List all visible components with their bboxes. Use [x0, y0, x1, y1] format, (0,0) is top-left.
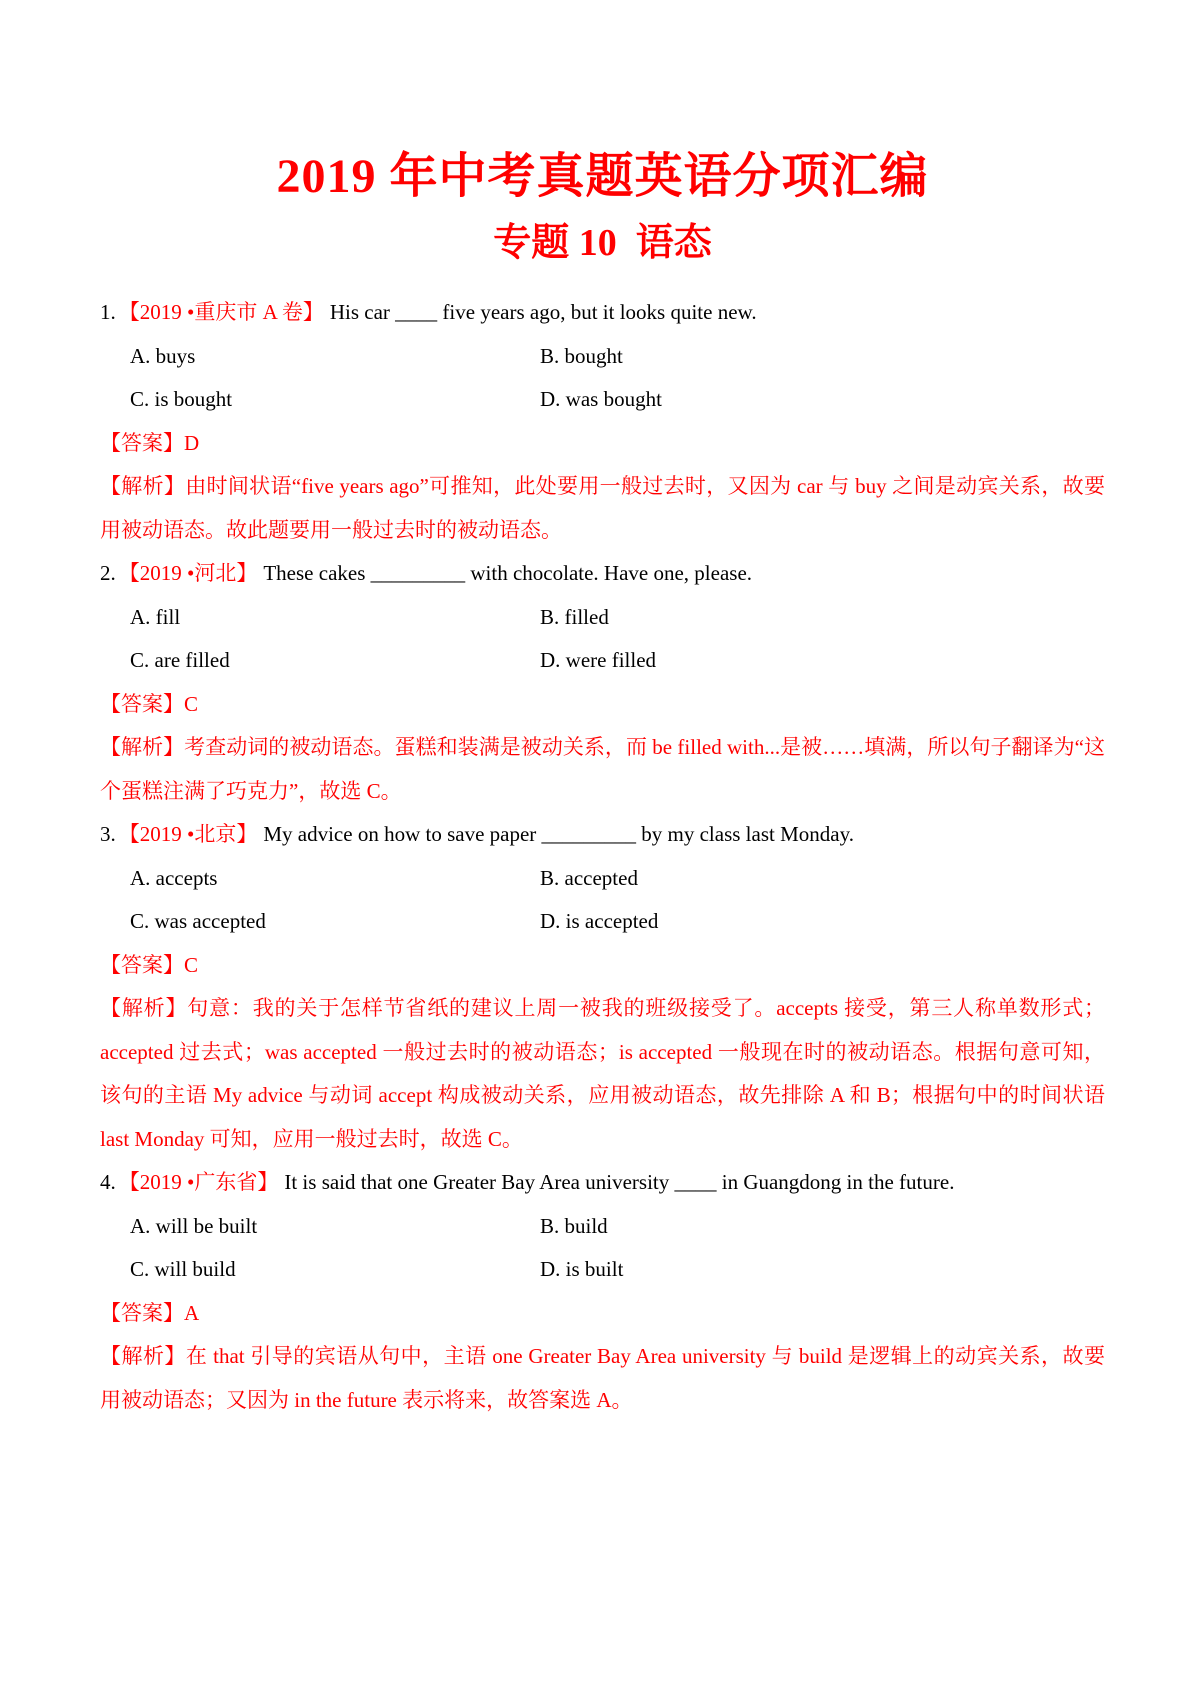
document-subtitle: 专题 10 语态: [493, 221, 712, 264]
analysis-label: 【解析】: [100, 996, 188, 1021]
analysis-label: 【解析】: [100, 474, 186, 499]
option-c: C. will build: [130, 1257, 236, 1282]
answer-line: [100, 422, 1105, 466]
question-stem: His car ____ five years ago, but it looks quite new.: [329, 300, 757, 325]
option-row: [100, 596, 1105, 640]
analysis-text: 在 that 引导的宾语从句中，主语 one Greater Bay Area university 与 build 是逻辑上的动宾关系，故要用被动语态；又因为 in the future 表示将来，故答案选 A。: [100, 1344, 1105, 1412]
option-c: C. are filled: [130, 648, 230, 673]
answer-value: D: [184, 430, 200, 455]
question-stem-line: [100, 552, 1105, 596]
document-body: [100, 291, 1105, 1422]
option-a: A. will be built: [130, 1213, 258, 1238]
question-stem-line: [100, 813, 1105, 857]
option-row: [100, 1248, 1105, 1292]
analysis-label: 【解析】: [100, 735, 185, 760]
answer-value: C: [184, 691, 199, 716]
analysis-paragraph: [100, 987, 1105, 1161]
option-b: B. filled: [540, 604, 609, 629]
answer-value: A: [184, 1300, 200, 1325]
option-row: [100, 639, 1105, 683]
question-source-tag: 【2019 •重庆市 A 卷】: [118, 300, 324, 325]
option-a: A. fill: [130, 604, 181, 629]
option-row: [100, 900, 1105, 944]
question-number: 4.: [100, 1170, 116, 1195]
question-source-tag: 【2019 •河北】: [118, 561, 258, 586]
document-title: 2019 年中考真题英语分项汇编: [276, 150, 929, 203]
option-row: [100, 857, 1105, 901]
option-d: D. is built: [540, 1257, 624, 1282]
question-number: 1.: [100, 300, 116, 325]
option-a: A. buys: [130, 343, 196, 368]
analysis-paragraph: [100, 1335, 1105, 1422]
question-stem: My advice on how to save paper _________ by my class last Monday.: [263, 822, 854, 847]
analysis-label: 【解析】: [100, 1344, 186, 1369]
analysis-text: 考查动词的被动语态。蛋糕和装满是被动关系，而 be filled with...是被……填满，所以句子翻译为“这个蛋糕注满了巧克力”，故选 C。: [100, 735, 1105, 803]
answer-line: [100, 944, 1105, 988]
option-d: D. were filled: [540, 648, 657, 673]
option-d: D. was bought: [540, 387, 662, 412]
analysis-text: 由时间状语“five years ago”可推知，此处要用一般过去时，又因为 car 与 buy 之间是动宾关系，故要用被动语态。故此题要用一般过去时的被动语态。: [100, 474, 1105, 542]
answer-label: 【答案】: [100, 430, 184, 455]
option-b: B. bought: [540, 343, 623, 368]
question-stem-line: [100, 1161, 1105, 1205]
option-d: D. is accepted: [540, 909, 659, 934]
question-number: 2.: [100, 561, 116, 586]
option-row: [100, 335, 1105, 379]
option-b: B. build: [540, 1213, 608, 1238]
analysis-paragraph: [100, 726, 1105, 813]
question-1: [100, 291, 1105, 552]
option-a: A. accepts: [130, 865, 218, 890]
option-b: B. accepted: [540, 865, 638, 890]
option-c: C. was accepted: [130, 909, 266, 934]
question-2: [100, 552, 1105, 813]
question-stem: These cakes _________ with chocolate. Have one, please.: [263, 561, 753, 586]
question-4: [100, 1161, 1105, 1422]
question-stem-line: [100, 291, 1105, 335]
answer-line: [100, 683, 1105, 727]
answer-value: C: [184, 952, 199, 977]
analysis-text: 句意：我的关于怎样节省纸的建议上周一被我的班级接受了。accepts 接受，第三人称单数形式；accepted 过去式；was accepted 一般过去时的被动语态；is accepted 一般现在时的被动语态。根据句意可知，该句的主语 My advice 与动词 accept 构成被动关系，应用被动语态，故先排除 A 和 B；根据句中的时间状语 last Monday 可知，应用一般过去时，故选 C。: [100, 996, 1106, 1151]
answer-label: 【答案】: [100, 691, 184, 716]
answer-line: [100, 1292, 1105, 1336]
answer-label: 【答案】: [100, 952, 184, 977]
question-stem: It is said that one Greater Bay Area university ____ in Guangdong in the future.: [284, 1170, 955, 1195]
option-row: [100, 1205, 1105, 1249]
option-row: [100, 378, 1105, 422]
option-c: C. is bought: [130, 387, 233, 412]
question-3: [100, 813, 1105, 1161]
analysis-paragraph: [100, 465, 1105, 552]
answer-label: 【答案】: [100, 1300, 184, 1325]
question-source-tag: 【2019 •北京】: [118, 822, 258, 847]
question-number: 3.: [100, 822, 116, 847]
question-source-tag: 【2019 •广东省】: [118, 1170, 279, 1195]
